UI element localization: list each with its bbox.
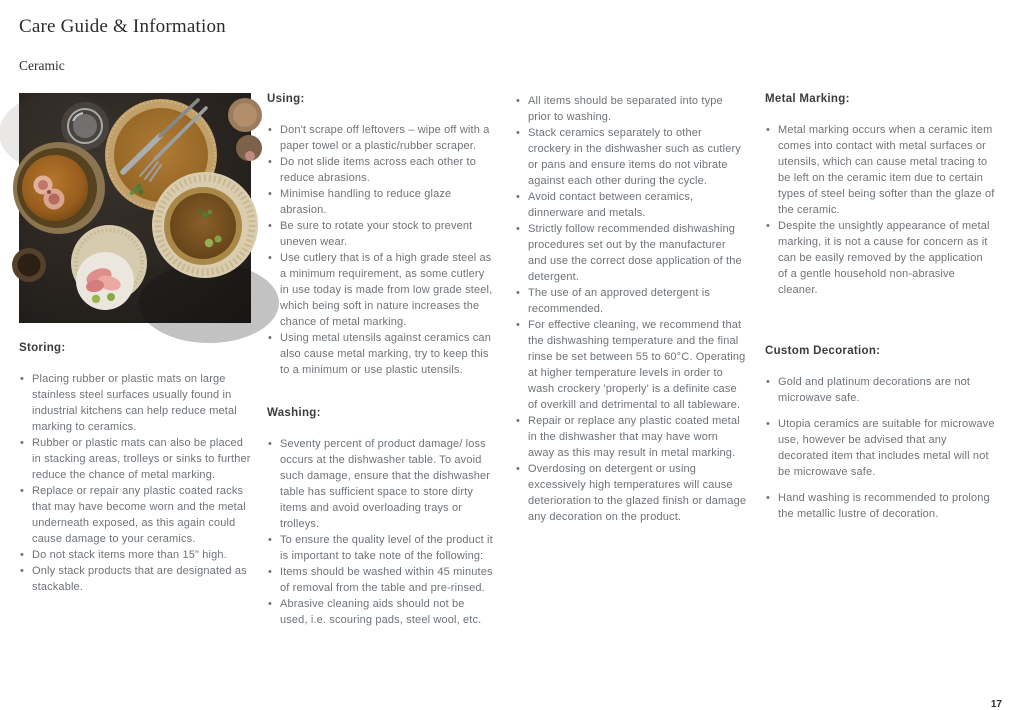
bullet-item — [267, 218, 495, 250]
bullet-marker: • — [20, 373, 25, 385]
bullet-marker: • — [268, 534, 273, 546]
bullet-marker: • — [766, 124, 771, 136]
bullet-text: Despite the unsightly appearance of metal marking, it is not a cause for concern as it can be easily removed by the application of a gentle household non-abrasive cleaner. — [778, 220, 990, 296]
bullet-marker: • — [268, 438, 273, 450]
bullet-item — [765, 416, 995, 480]
bullet-item — [765, 374, 995, 406]
bullet-text: Rubber or plastic mats can also be placed in stacking areas, trolleys or sinks to further reduce the chance of metal marking. — [32, 437, 251, 481]
bullet-item — [765, 122, 995, 218]
bullet-marker: • — [268, 188, 273, 200]
bullet-text: Do not slide items across each other to reduce abrasions. — [280, 156, 476, 184]
bullet-text: Abrasive cleaning aids should not be used, i.e. scouring pads, steel wool, etc. — [280, 598, 482, 626]
bullet-text: Seventy percent of product damage/ loss occurs at the dishwasher table. To avoid such damage, ensure that the dishwasher table has sufficient space to store dirty items and avoid overloading trays or trolleys. — [280, 438, 491, 530]
bullet-item — [515, 221, 747, 285]
bullet-item — [267, 564, 495, 596]
bullet-item — [515, 317, 747, 413]
bullet-text: Items should be washed within 45 minutes of removal from the table and pre-rinsed. — [280, 566, 493, 594]
section — [765, 93, 995, 298]
bullet-marker: • — [766, 492, 771, 504]
bullet-marker: • — [766, 220, 771, 232]
bullet-item — [19, 483, 251, 547]
bullet-item — [19, 371, 251, 435]
bullet-item — [515, 189, 747, 221]
bullet-item — [515, 93, 747, 125]
bullet-item — [515, 461, 747, 525]
bullet-text: Utopia ceramics are suitable for microwave use, however be advised that any decorated item that includes metal will not be microwave safe. — [778, 418, 995, 478]
bullet-marker: • — [268, 566, 273, 578]
bullet-text: Strictly follow recommended dishwashing procedures set out by the manufacturer and use the correct dose application of the detergent. — [528, 223, 742, 283]
bullet-marker: • — [20, 549, 25, 561]
content-columns — [19, 93, 995, 628]
bullet-marker: • — [20, 565, 25, 577]
section-heading: Storing: — [19, 342, 66, 354]
column-metal-marking-decoration — [765, 93, 995, 522]
bullet-marker: • — [516, 223, 521, 235]
bullet-marker: • — [516, 287, 521, 299]
section — [267, 407, 495, 628]
bullet-text: Gold and platinum decorations are not microwave safe. — [778, 376, 971, 404]
bullet-item — [765, 218, 995, 298]
bullet-item — [515, 285, 747, 317]
bullet-text: Hand washing is recommended to prolong the metallic lustre of decoration. — [778, 492, 990, 520]
bullet-marker: • — [766, 418, 771, 430]
bullet-marker: • — [766, 376, 771, 388]
section-heading: Using: — [267, 93, 305, 105]
bullet-item — [515, 413, 747, 461]
bullet-text: Minimise handling to reduce glaze abrasion. — [280, 188, 452, 216]
bullet-text: All items should be separated into type prior to washing. — [528, 95, 723, 123]
bullet-marker: • — [268, 598, 273, 610]
section — [267, 93, 495, 378]
bullet-text: Repair or replace any plastic coated metal in the dishwasher that may have worn away as this may result in metal marking. — [528, 415, 740, 459]
bullet-text: Using metal utensils against ceramics can also cause metal marking, try to keep this to a minimum or use plastic utensils. — [280, 332, 491, 376]
bullet-list — [765, 374, 995, 522]
bullet-list — [765, 122, 995, 298]
bullet-marker: • — [516, 95, 521, 107]
column-using-washing — [267, 93, 495, 628]
bullet-item — [19, 563, 251, 595]
page-number-clipped — [990, 699, 1002, 710]
bullet-item — [515, 125, 747, 189]
bullet-marker: • — [20, 437, 25, 449]
bullet-list — [19, 371, 251, 595]
page-title: Care Guide & Information — [19, 16, 226, 37]
bullet-text: For effective cleaning, we recommend that the dishwashing temperature and the final rinse be set between 55 to 60°C. Operating at higher temperature levels in order to wash crockery 'properly' is a definite case of overkill and detrimental to all tableware. — [528, 319, 746, 411]
section-heading: Washing: — [267, 407, 321, 419]
bullet-marker: • — [268, 332, 273, 344]
bullet-marker: • — [268, 220, 273, 232]
page-number: 17 — [990, 699, 1002, 710]
bullet-item — [267, 122, 495, 154]
bullet-item — [267, 330, 495, 378]
bullet-marker: • — [516, 463, 521, 475]
bullet-text: Use cutlery that is of a high grade steel as a minimum requirement, as some cutlery in use today is made from low grade steel, which being soft in nature increases the chance of metal marking. — [280, 252, 493, 328]
bullet-marker: • — [268, 156, 273, 168]
bullet-item — [267, 250, 495, 330]
section-heading: Custom Decoration: — [765, 345, 881, 357]
bullet-item — [267, 186, 495, 218]
bullet-text: Stack ceramics separately to other crockery in the dishwasher such as cutlery or pans and ensure items do not vibrate against each other during the cycle. — [528, 127, 741, 187]
bullet-text: Do not stack items more than 15" high. — [32, 549, 227, 561]
bullet-marker: • — [516, 415, 521, 427]
section — [515, 93, 747, 525]
bullet-item — [19, 435, 251, 483]
bullet-text: Placing rubber or plastic mats on large stainless steel surfaces usually found in industrial kitchens can help reduce metal marking to ceramics. — [32, 373, 237, 433]
bullet-marker: • — [20, 485, 25, 497]
section — [19, 342, 251, 595]
page-subtitle: Ceramic — [19, 58, 65, 73]
bullet-text: Be sure to rotate your stock to prevent uneven wear. — [280, 220, 473, 248]
bullet-marker: • — [268, 252, 273, 264]
bullet-list — [267, 436, 495, 628]
bullet-list — [267, 122, 495, 378]
tableware-photo-graphic — [19, 93, 251, 323]
bullet-list — [515, 93, 747, 525]
bullet-marker: • — [516, 127, 521, 139]
bullet-text: Don't scrape off leftovers – wipe off with a paper towel or a plastic/rubber scraper. — [280, 124, 490, 152]
bullet-text: Replace or repair any plastic coated racks that may have become worn and the metal underneath exposed, as this again could cause damage to your ceramics. — [32, 485, 246, 545]
section-heading: Metal Marking: — [765, 93, 850, 105]
section — [765, 345, 995, 522]
bullet-item — [765, 490, 995, 522]
bullet-item — [19, 547, 251, 563]
column-washing-continued — [515, 93, 747, 525]
bullet-text: Avoid contact between ceramics, dinnerware and metals. — [528, 191, 694, 219]
column-storing — [19, 93, 251, 595]
bullet-item — [267, 532, 495, 564]
bullet-text: Overdosing on detergent or using excessively high temperatures will cause deterioration to the glazed finish or damage any decoration on the product. — [528, 463, 747, 523]
bullet-marker: • — [268, 124, 273, 136]
bullet-text: The use of an approved detergent is recommended. — [528, 287, 710, 315]
bullet-text: Metal marking occurs when a ceramic item comes into contact with metal surfaces or utensils, which can cause metal tracing to be left on the ceramic item due to certain types of steel being softer than the glaze of the ceramic. — [778, 124, 995, 216]
bullet-text: Only stack products that are designated as stackable. — [32, 565, 247, 593]
bullet-marker: • — [516, 191, 521, 203]
tableware-photo — [19, 93, 251, 323]
bullet-marker: • — [516, 319, 521, 331]
bullet-item — [267, 154, 495, 186]
bullet-text: To ensure the quality level of the product it is important to take note of the following: — [280, 534, 493, 562]
bullet-item — [267, 436, 495, 532]
bullet-item — [267, 596, 495, 628]
